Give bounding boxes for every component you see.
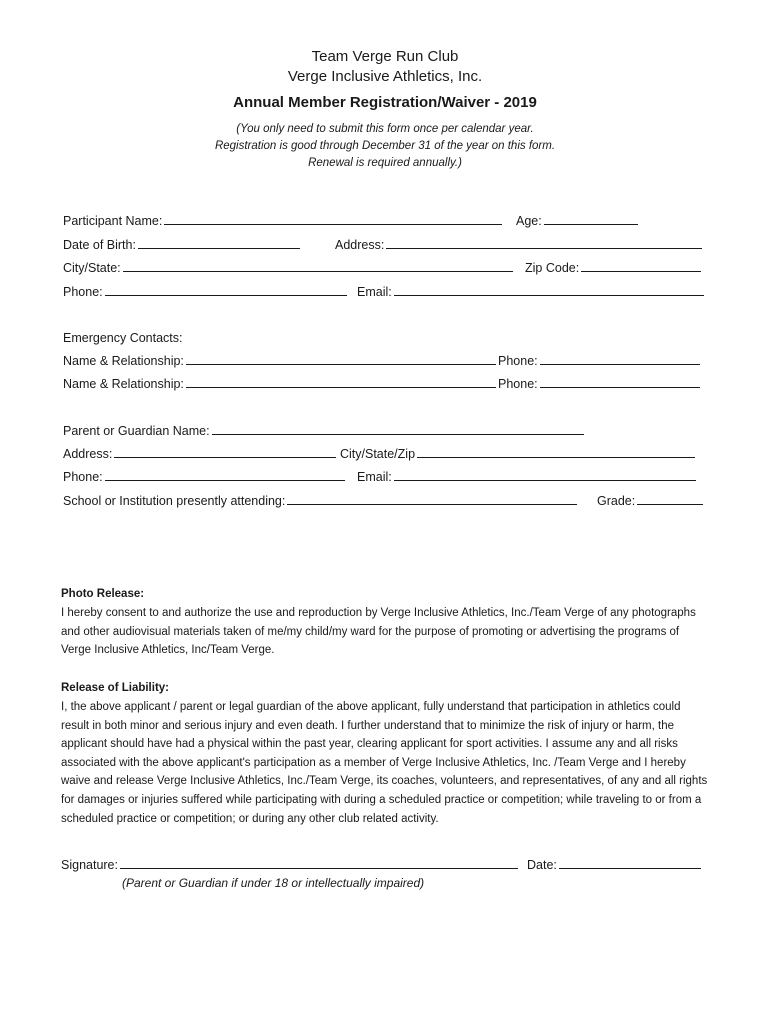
guardian-email-label: Email: [357, 470, 392, 484]
age-line[interactable] [544, 211, 638, 225]
guardian-name-field[interactable] [63, 421, 584, 441]
participant-phone-line[interactable] [105, 282, 347, 296]
emergency-phone-field-2[interactable] [498, 374, 700, 394]
signature-line[interactable] [120, 855, 518, 869]
address-line[interactable] [386, 235, 702, 249]
date-label: Date: [527, 858, 557, 872]
dob-field[interactable] [63, 235, 300, 255]
emergency-phone-label-2: Phone: [498, 377, 538, 391]
dob-address-row [63, 235, 713, 255]
grade-field[interactable] [597, 491, 703, 511]
age-label: Age: [516, 214, 542, 228]
dob-line[interactable] [138, 235, 300, 249]
guardian-phone-email-row [63, 467, 713, 487]
signature-field[interactable] [61, 855, 518, 875]
emergency-phone-line-2[interactable] [540, 374, 700, 388]
zip-field[interactable] [525, 258, 701, 278]
guardian-city-state-zip-field[interactable] [340, 444, 695, 464]
emergency-heading: Emergency Contacts: [63, 331, 183, 345]
participant-email-field[interactable] [357, 282, 704, 302]
participant-name-line[interactable] [164, 211, 502, 225]
address-field[interactable] [335, 235, 702, 255]
emergency-name-field-2[interactable] [63, 374, 496, 394]
form-title: Annual Member Registration/Waiver - 2019 [233, 94, 537, 111]
age-field[interactable] [516, 211, 638, 231]
guardian-email-line[interactable] [394, 467, 696, 481]
guardian-phone-line[interactable] [105, 467, 345, 481]
guardian-address-label: Address: [63, 447, 113, 461]
guardian-email-field[interactable] [357, 467, 696, 487]
participant-name-row [63, 211, 713, 231]
guardian-name-label: Parent or Guardian Name: [63, 424, 210, 438]
signature-label: Signature: [61, 858, 118, 872]
date-field[interactable] [527, 855, 701, 875]
form-note-line-3: Renewal is required annually.) [308, 157, 462, 169]
participant-phone-field[interactable] [63, 282, 347, 302]
guardian-address-row [63, 444, 713, 464]
participant-email-label: Email: [357, 285, 392, 299]
address-label: Address: [335, 238, 385, 252]
signature-row [61, 855, 711, 875]
city-state-line[interactable] [123, 258, 513, 272]
guardian-address-line[interactable] [114, 444, 336, 458]
organization-name: Verge Inclusive Athletics, Inc. [287, 68, 483, 85]
emergency-phone-label-1: Phone: [498, 354, 538, 368]
emergency-name-field-1[interactable] [63, 351, 496, 371]
liability-heading: Release of Liability: [61, 682, 170, 694]
participant-name-label: Participant Name: [63, 214, 163, 228]
guardian-phone-label: Phone: [63, 470, 103, 484]
emergency-name-label-1: Name & Relationship: [63, 354, 184, 368]
guardian-city-state-zip-line[interactable] [417, 444, 695, 458]
grade-label: Grade: [597, 494, 636, 508]
guardian-phone-field[interactable] [63, 467, 345, 487]
guardian-city-state-zip-label: City/State/Zip [340, 447, 416, 461]
guardian-name-line[interactable] [212, 421, 584, 435]
phone-email-row [63, 282, 713, 302]
signature-note: (Parent or Guardian if under 18 or intellectually impaired) [122, 876, 425, 890]
emergency-name-line-2[interactable] [186, 374, 496, 388]
grade-line[interactable] [637, 491, 703, 505]
date-line[interactable] [559, 855, 701, 869]
city-state-label: City/State: [63, 261, 121, 275]
participant-phone-label: Phone: [63, 285, 103, 299]
guardian-name-row [63, 421, 713, 441]
school-field[interactable] [63, 491, 577, 511]
school-label: School or Institution presently attending: [63, 494, 286, 508]
form-note-line-1: (You only need to submit this form once per calendar year. [236, 123, 534, 135]
guardian-address-field[interactable] [63, 444, 336, 464]
school-grade-row [63, 491, 713, 511]
emergency-phone-field-1[interactable] [498, 351, 700, 371]
school-line[interactable] [287, 491, 577, 505]
dob-label: Date of Birth: [63, 238, 136, 252]
form-note-line-2: Registration is good through December 31 of the year on this form. [214, 140, 556, 152]
club-name: Team Verge Run Club [311, 48, 459, 65]
emergency-contact-row-2 [63, 374, 713, 394]
photo-release-text: I hereby consent to and authorize the use and reproduction by Verge Inclusive Athletics, Inc./Team Verge of any photographs and other audiovisual materials taken of me/my child/my ward for the purpose of promoting or advertising the programs of Verge Inclusive Athletics, Inc/Team Verge. [61, 607, 696, 657]
emergency-contact-row-1 [63, 351, 713, 371]
participant-name-field[interactable] [63, 211, 502, 231]
zip-line[interactable] [581, 258, 701, 272]
city-state-field[interactable] [63, 258, 513, 278]
emergency-name-label-2: Name & Relationship: [63, 377, 184, 391]
emergency-name-line-1[interactable] [186, 351, 496, 365]
city-zip-row [63, 258, 713, 278]
emergency-phone-line-1[interactable] [540, 351, 700, 365]
participant-email-line[interactable] [394, 282, 704, 296]
liability-text: I, the above applicant / parent or legal guardian of the above applicant, fully understand that participation in athletics could result in both minor and serious injury and even death. I further understand that to minimize the risk of injury or harm, the applicant should have had a physical within the past year, clearing applicant for sport activities. I assume any and all risks associated with the above applicant's participation as a member of Verge Inclusive Athletics, Inc. /Team Verge and I hereby waive and release Verge Inclusive Athletics, Inc./Team Verge, its coaches, volunteers, and representatives, of any and all rights for damages or injuries suffered while participating with during a scheduled practice or competition; while traveling to or from a scheduled practice or competition; or during any other club related activity. [61, 701, 708, 825]
photo-release-heading: Photo Release: [61, 588, 145, 600]
zip-label: Zip Code: [525, 261, 580, 275]
